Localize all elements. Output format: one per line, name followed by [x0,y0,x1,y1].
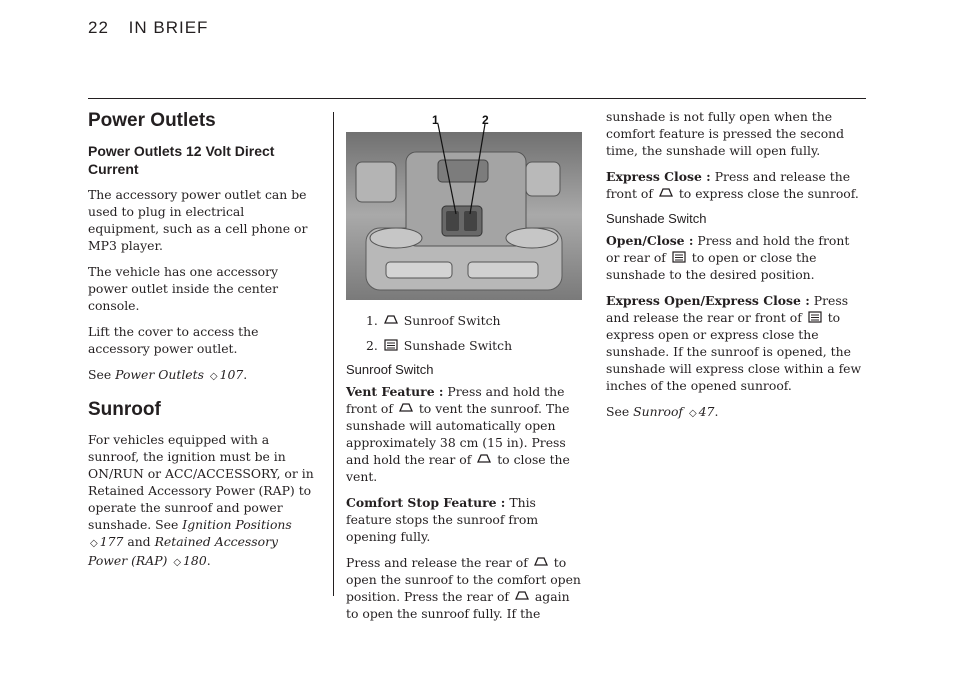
express-open-close [606,292,862,394]
paragraph: sunshade is not fully open when the comfort feature is pressed the second time, the sunshade will open fully. [606,109,845,158]
and-text: and [127,534,151,549]
sunroof-icon [477,453,491,465]
column-3 [606,108,862,431]
sunroof-icon [384,314,398,326]
legend-label: Sunroof Switch [403,313,501,328]
see-prefix: See [606,404,630,419]
sunroof-intro: For vehicles equipped with a sunroof, the ignition must be in ON/RUN or ACC/ACCESSORY, or in Retained Accessory Power (RAP) to operate the sunroof and power sunshade. See Ignition Positions ◇ 177 and Retained Accessory Power (RAP) ◇ 180. [88,432,314,568]
legend-label: Sunshade Switch [403,338,513,353]
overhead-console-illustration [346,110,582,300]
see-reference: See Power Outlets ◇ 107. [88,367,248,382]
open-close-text: Press and hold the front or rear of [606,233,850,265]
sunroof-icon [515,590,529,602]
paragraph: The vehicle has one accessory power outlet inside the center console. [88,264,279,313]
paragraph: The accessory power outlet can be used to plug in electrical equipment, such as a cell phone or MP3 player. [88,187,308,253]
page-arrow-icon: ◇ [688,408,697,419]
vent-text: to close the vent. [346,452,570,484]
sunroof-icon [659,187,673,199]
page-ref[interactable]: 107 [219,367,244,382]
sunshade-switch-heading: Sunshade Switch [606,211,707,226]
express-open-close-text: to express open or express close the sunshade. If the sunroof is opened, the sunshade will express close within a few inches of the opened sunroof. [606,310,862,393]
link-sunroof[interactable]: Sunroof [633,404,683,419]
page-number: 22 [88,18,109,37]
callout-2: 2 [482,113,489,127]
page-ref[interactable]: 177 [99,534,124,549]
column-2 [346,110,582,631]
open-close-text: to open or close the sunshade to the desired position. [606,250,817,282]
express-close-text: to express close the sunroof. [678,186,859,201]
express-close-label: Express Close : [606,169,711,184]
comfort-text: This feature stops the sunroof from opening fully. [346,495,539,544]
express-close-text: Press and release the front of [606,169,851,201]
comfort-text: Press and release the rear of [346,555,528,570]
sunroof-icon [399,402,413,414]
section-title: IN BRIEF [128,18,209,37]
express-open-close-label: Express Open/Express Close : [606,293,810,308]
vent-text: Press and hold the front of [346,384,565,416]
legend-number: 2. [366,338,378,353]
comfort-stop-detail [346,554,582,622]
see-prefix: See [88,367,112,382]
vent-label: Vent Feature : [346,384,444,399]
column-1 [88,110,316,580]
page-ref[interactable]: 180 [183,553,207,568]
link-ignition-positions[interactable]: Ignition Positions [182,517,292,532]
paragraph: Lift the cover to access the accessory power outlet. [88,324,259,356]
vent-feature [346,383,582,485]
see-reference: See Sunroof ◇ 47. [606,404,719,419]
page-arrow-icon: ◇ [90,538,98,549]
overhead-console-photo [346,110,582,300]
sunroof-icon [534,556,548,568]
power-outlets-subheading: Power Outlets 12 Volt Direct Current [88,143,275,177]
comfort-text: to open the sunroof to the comfort open position. Press the rear of [346,555,581,604]
legend [366,312,582,354]
open-close-label: Open/Close : [606,233,694,248]
page-arrow-icon: ◇ [209,371,218,382]
express-open-close-text: Press and release the rear or front of [606,293,849,325]
legend-item-2 [366,337,582,354]
sunshade-icon [384,339,398,351]
comfort-text: again to open the sunroof fully. If the [346,589,570,621]
sunroof-switch-heading: Sunroof Switch [346,362,434,377]
vent-text: to vent the sunroof. The sunshade will automatically open approximately 38 cm (15 in). Press and hold the rear of [346,401,570,467]
sunshade-icon [672,251,686,263]
page-ref[interactable]: 47 [698,404,715,419]
comfort-label: Comfort Stop Feature : [346,495,506,510]
link-rap[interactable]: Retained Accessory Power (RAP) [88,534,279,568]
header-rule [88,98,866,99]
link-power-outlets[interactable]: Power Outlets [115,367,204,382]
column-divider [333,112,334,596]
sunshade-icon [808,311,822,323]
legend-item-1 [366,312,582,329]
open-close [606,232,862,283]
sunroof-intro-text: For vehicles equipped with a sunroof, the ignition must be in ON/RUN or ACC/ACCESSORY, or in Retained Accessory Power (RAP) to operate the sunroof and power sunshade. See [88,432,314,532]
callout-1: 1 [432,113,439,127]
page-header [88,18,208,38]
express-close [606,168,862,202]
sunroof-heading: Sunroof [88,399,161,420]
legend-number: 1. [366,313,378,328]
power-outlets-heading: Power Outlets [88,110,216,131]
comfort-stop-feature [346,494,582,545]
page-arrow-icon: ◇ [173,557,182,568]
